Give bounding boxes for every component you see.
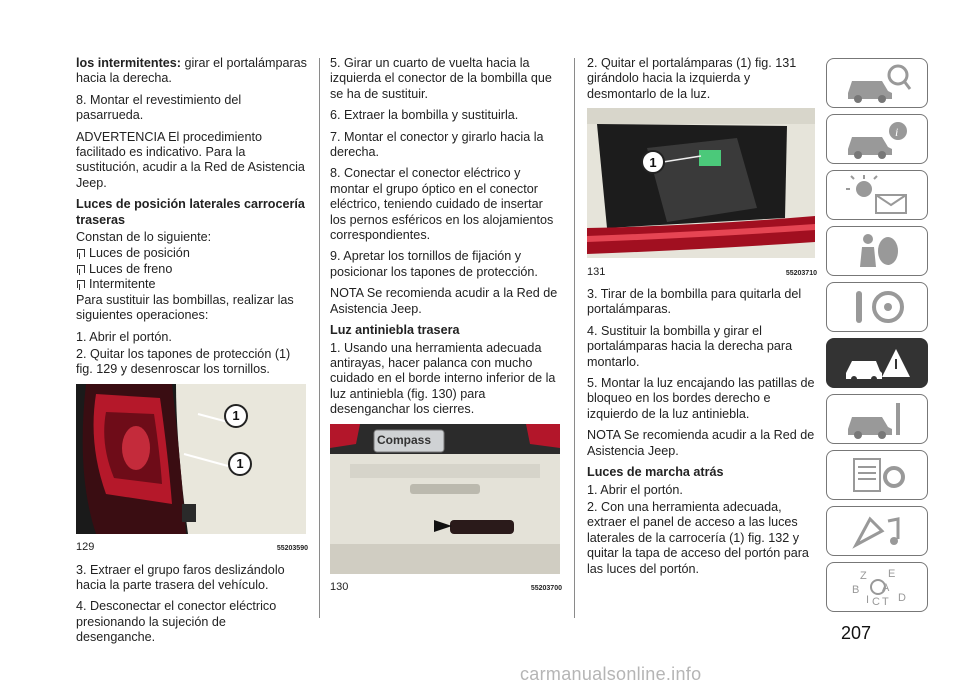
figure-130-caption [330,580,562,596]
index-letter: D [898,592,906,604]
step-2-reverse: 2. Con una herramienta adecuada, extraer el panel de acceso a las luces laterales de la carrocería (1) fig. 132 y quitar la tapa de acceso del portón para las luces del portón. [587,499,809,576]
consist-text: Constan de lo siguiente: [76,230,212,245]
index-letter: Z [860,570,867,582]
column-divider [319,58,320,618]
index-letter: E [888,568,896,580]
callout-1: 1 [641,150,665,174]
page-number: 207 [840,623,872,643]
step-4: 4. Sustituir la bombilla y girar el portalámparas hacia la derecha para montarlo. [587,323,793,369]
nav-tile-emergency[interactable] [826,338,928,388]
figure-129 [76,384,308,538]
compass-badge: Compass [377,432,432,447]
nav-tile-index[interactable] [826,562,928,612]
figure-code: 55203700 [530,584,562,592]
watermark: carmanualsonline.info [520,664,702,684]
callout-1: 1 [228,452,252,476]
note-text: NOTA Se recomienda acudir a la Red de Asistencia Jeep. [587,428,815,458]
intro-rest: girar el portalámparas hacia la derecha. [76,56,307,86]
column-1 [76,56,308,652]
figure-code: 55203710 [785,269,817,277]
index-letter: T [882,596,889,608]
nav-tile-multimedia[interactable] [826,506,928,556]
figure-129-caption [76,540,308,556]
step-3: 3. Tirar de la bombilla para quitarla del portalámparas. [587,287,802,317]
step-8: 8. Montar el revestimiento del pasarrueda. [76,92,242,123]
nav-tile-safety[interactable] [826,226,928,276]
bullet-item: Luces de posición [76,246,308,261]
starting-driving-icon [842,287,912,327]
emergency-icon [842,343,912,383]
section-heading-fog-light: Luz antiniebla trasera [330,323,460,338]
step-1: 1. Abrir el portón. [587,482,683,497]
step-8: 8. Conectar el conector eléctrico y montar el grupo óptico en el conector eléctrico, teniendo cuidado de insertar los pernos esféricos en los alojamientos correspondientes. [330,166,554,243]
figure-number: 130 [330,580,349,593]
maintenance-icon [842,399,912,439]
step-1: 1. Abrir el portón. [76,329,172,344]
column-3 [587,56,817,583]
figure-131-caption [587,265,817,281]
figure-number: 129 [76,541,95,554]
callout-1: 1 [224,404,248,428]
note-text: NOTA Se recomienda acudir a la Red de Asistencia Jeep. [330,286,558,316]
step-3: 3. Extraer el grupo faros deslizándolo hacia la parte trasera del vehículo. [76,562,285,592]
index-letter: A [882,582,890,594]
nav-tile-maintenance[interactable] [826,394,928,444]
intro-bold: los intermitentes: [76,56,181,70]
figure-number: 131 [587,265,606,278]
step-2: 2. Quitar el portalámparas (1) fig. 131 girándolo hacia la izquierda y desmontarlo de la luz. [587,56,797,101]
nav-tile-dashboard[interactable] [826,58,928,108]
index-letter: B [852,584,860,596]
index-letter: I [866,594,870,606]
index-letter: C [872,596,880,608]
figure-131 [587,108,817,262]
warning-text: ADVERTENCIA El procedimiento facilitado es indicativo. Para la sustitución, acudir a la Red de Asistencia Jeep. [76,129,305,190]
bullet-list [76,246,308,292]
bullet-item: Intermitente [76,277,308,292]
technical-data-icon [842,455,912,495]
nav-tile-lights-messages[interactable] [826,170,928,220]
bullet-item: Luces de freno [76,262,308,277]
step-4: 4. Desconectar el conector eléctrico presionando la sujeción de desenganche. [76,599,277,645]
figure-131-image [587,108,815,258]
section-heading-reverse-lights: Luces de marcha atrás [587,465,724,480]
step-5: 5. Montar la luz encajando las patillas de bloqueo en los bordes derecho e izquierdo de la luz antiniebla. [587,376,815,421]
nav-tile-car-info[interactable] [826,114,928,164]
multimedia-icon [842,511,912,551]
paragraph-intro [76,56,308,87]
car-dashboard-icon [842,63,912,103]
car-info-icon [842,119,912,159]
svg-text:i: i [895,125,899,139]
column-2 [330,56,562,602]
column-divider [574,58,575,618]
step-1: 1. Usando una herramienta adecuada antirayas, hacer palanca con mucho cuidado en el borde interno inferior de la luz antiniebla (fig. 130) para desenganchar los cierres. [330,340,556,417]
replace-text: Para sustituir las bombillas, realizar las siguientes operaciones: [76,292,294,323]
airbag-safety-icon [842,231,912,271]
step-9: 9. Apretar los tornillos de fijación y posicionar los tapones de protección. [330,249,538,279]
nav-tile-driving[interactable] [826,282,928,332]
nav-tile-technical-data[interactable] [826,450,928,500]
step-6: 6. Extraer la bombilla y sustituirla. [330,108,519,123]
figure-129-image [76,384,306,534]
index-icon [842,565,912,609]
lights-message-icon [842,175,912,215]
chapter-sidebar [826,58,930,618]
figure-code: 55203590 [276,545,308,553]
section-heading-side-lights: Luces de posición laterales carrocería traseras [76,197,305,227]
step-5: 5. Girar un cuarto de vuelta hacia la izquierda el conector de la bombilla que se ha de sustituir. [330,56,552,101]
step-7: 7. Montar el conector y girarlo hacia la derecha. [330,129,544,160]
figure-130-image [330,424,560,574]
step-2: 2. Quitar los tapones de protección (1) fig. 129 y desenroscar los tornillos. [76,346,291,377]
figure-130 [330,424,562,578]
